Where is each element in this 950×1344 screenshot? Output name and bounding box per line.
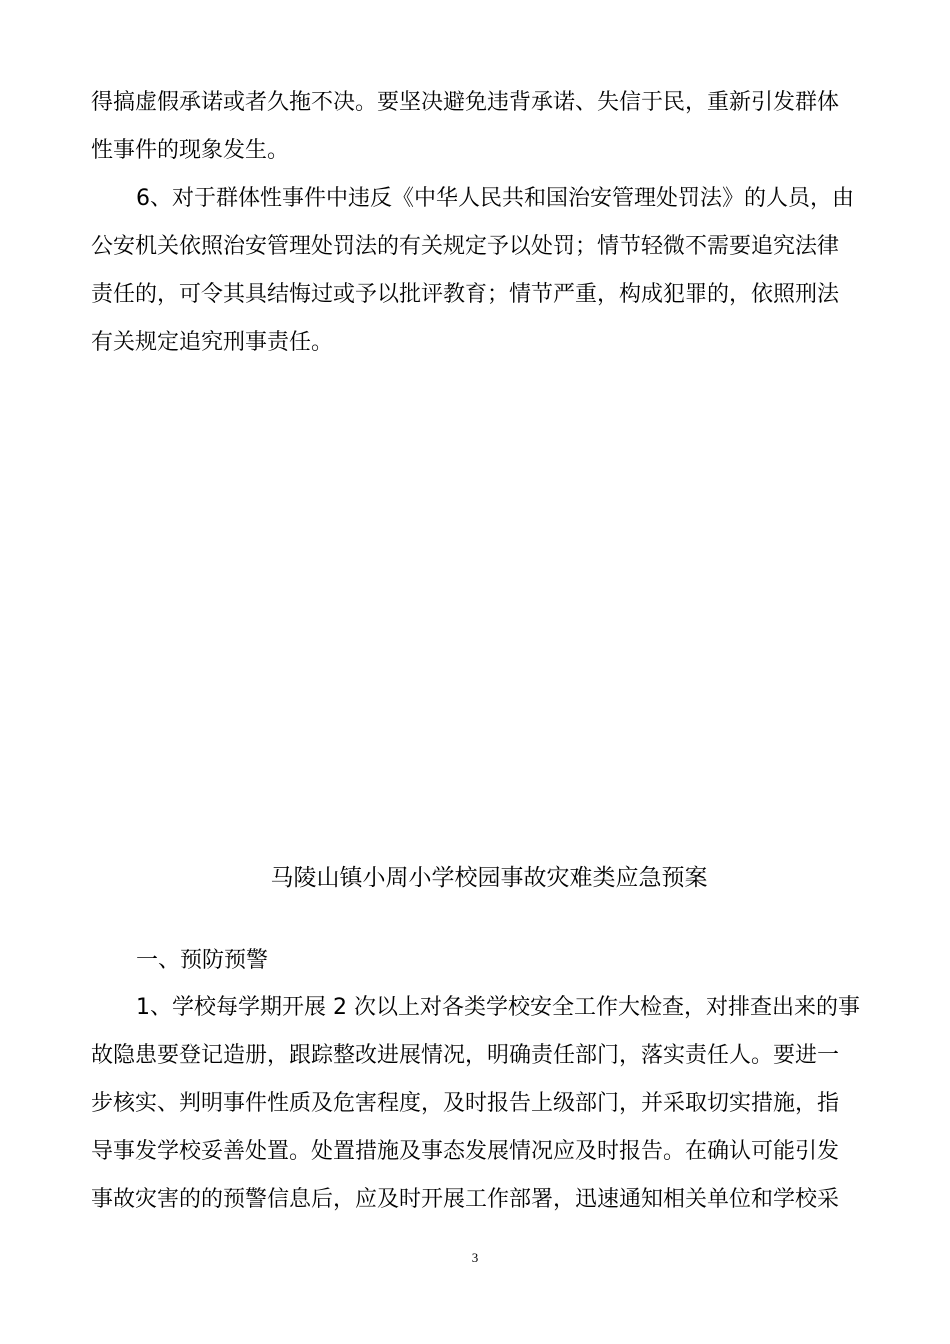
paragraph-line: 故隐患要登记造册，跟踪整改进展情况，明确责任部门，落实责任人。要进一 [91, 1043, 840, 1068]
paragraph-line: 事故灾害的的预警信息后，应及时开展工作部署，迅速通知相关单位和学校采 [91, 1187, 840, 1212]
paragraph-line: 公安机关依照治安管理处罚法的有关规定予以处罚；情节轻微不需要追究法律 [91, 234, 840, 259]
paragraph-line: 有关规定追究刑事责任。 [91, 330, 334, 355]
paragraph-line: 责任的，可令其具结悔过或予以批评教育；情节严重，构成犯罪的，依照刑法 [91, 282, 840, 307]
paragraph-line: 步核实、判明事件性质及危害程度，及时报告上级部门，并采取切实措施，指 [91, 1091, 840, 1116]
document-title: 马陵山镇小周小学校园事故灾难类应急预案 [270, 865, 708, 891]
paragraph-line: 1、学校每学期开展 2 次以上对各类学校安全工作大检查，对排查出来的事 [136, 995, 860, 1020]
paragraph-line: 得搞虚假承诺或者久拖不决。要坚决避免违背承诺、失信于民，重新引发群体 [91, 90, 840, 115]
paragraph-line: 6、对于群体性事件中违反《中华人民共和国治安管理处罚法》的人员，由 [136, 186, 854, 211]
paragraph-line: 性事件的现象发生。 [91, 138, 290, 163]
section-heading: 一、预防预警 [136, 948, 269, 973]
page-number: 3 [471, 1250, 479, 1265]
paragraph-line: 导事发学校妥善处置。处置措施及事态发展情况应及时报告。在确认可能引发 [91, 1139, 840, 1164]
